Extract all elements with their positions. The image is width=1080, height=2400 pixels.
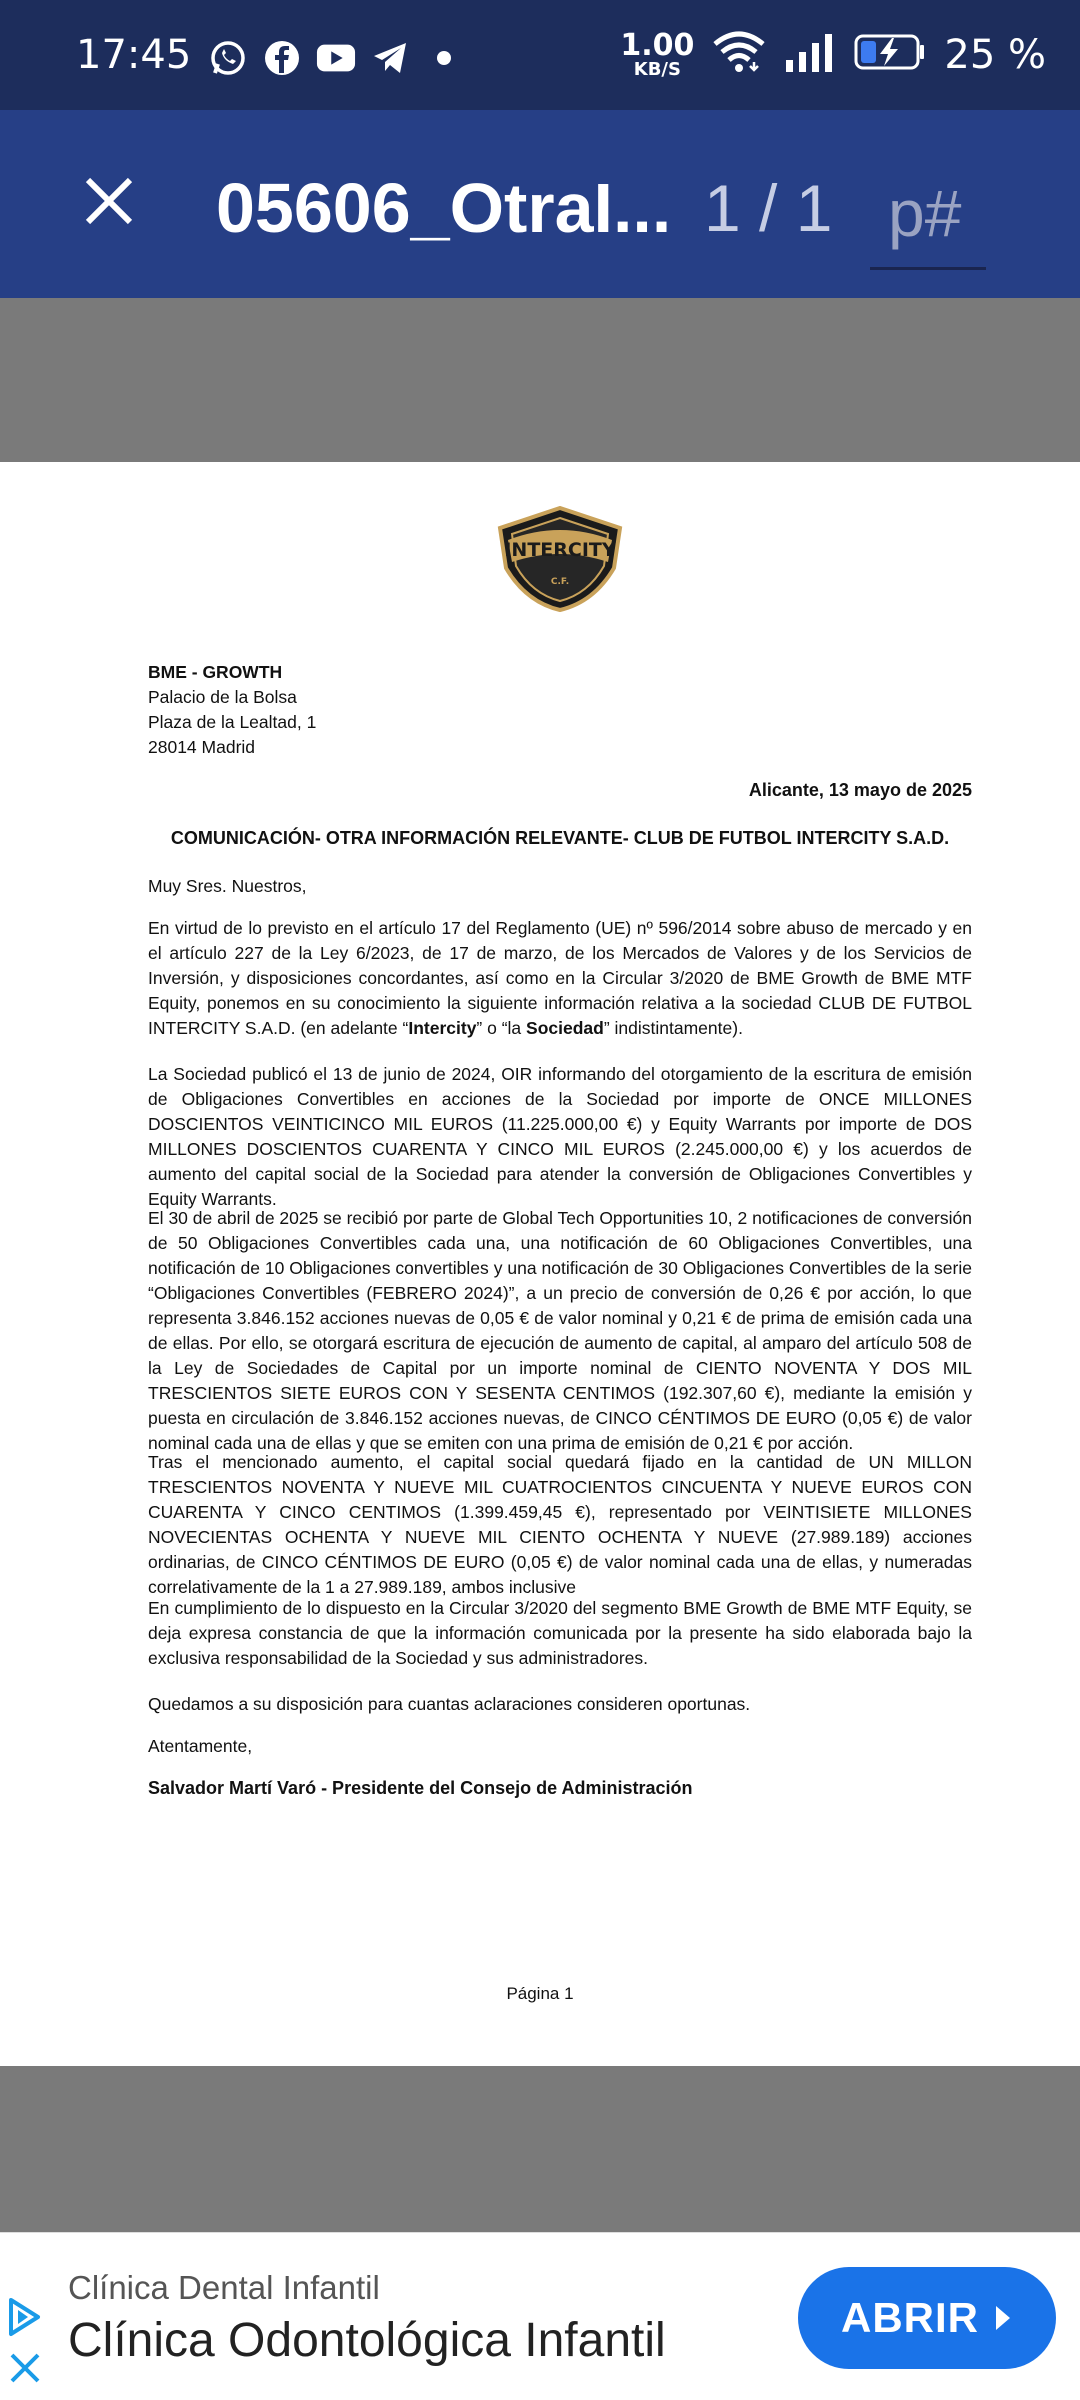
play-arrow-icon [993, 2304, 1013, 2332]
paragraph-1: En virtud de lo previsto en el artículo 17 del Reglamento (UE) nº 596/2014 sobre abuso de mercado y en el artículo 227 de la Ley 6/2023, de 17 de marzo, de los Mercados de Valores y de los Servicios de Inversión, y disposiciones concordantes, así como en la Circular 3/2020 de BME Growth de BME MTF Equity, ponemos en su conocimiento la siguiente información relativa a la sociedad CLUB DE FUTBOL INTERCITY S.A.D. (en adelante “Intercity” o “la Sociedad” indistintamente). [148, 918, 972, 1038]
signature: Salvador Martí Varó - Presidente del Consejo de Administración [148, 1778, 693, 1798]
page-number-input[interactable] [870, 158, 986, 267]
page-number: Página 1 [506, 1984, 574, 2003]
youtube-icon [316, 38, 356, 78]
closing-line: Quedamos a su disposición para cuantas aclaraciones consideren oportunas. [148, 1694, 751, 1714]
valediction: Atentamente, [148, 1736, 253, 1756]
salutation: Muy Sres. Nuestros, [148, 876, 307, 896]
page-number-field[interactable] [870, 158, 986, 270]
adchoices-icon[interactable] [6, 2297, 42, 2337]
letter-date: Alicante, 13 mayo de 2025 [748, 780, 972, 800]
pdf-page[interactable] [0, 462, 1080, 2066]
paragraph-5: En cumplimiento de lo dispuesto en la Circular 3/2020 del segmento BME Growth de BME MTF Equity, se deja expresa constancia de que la información comunicada por la presente ha sido elaborada bajo la exclusiva responsabilidad de la Sociedad y sus administradores. [148, 1598, 972, 1668]
battery-charging-icon [854, 32, 926, 77]
page-indicator: 1 / 1 [704, 171, 833, 245]
system-status [620, 27, 1046, 80]
signal-icon [784, 32, 836, 77]
ad-open-button[interactable] [798, 2267, 1056, 2369]
notification-icons [208, 38, 464, 78]
recipient-address: BME - GROWTH Palacio de la Bolsa Plaza de la Lealtad, 1 28014 Madrid [148, 662, 317, 757]
ad-subtitle: Clínica Dental Infantil [68, 2269, 380, 2306]
facebook-icon [262, 38, 302, 78]
document-title: 05606_OtraI... [216, 169, 672, 247]
close-icon [82, 174, 136, 228]
pdf-viewer-toolbar [0, 110, 1080, 298]
whatsapp-icon [208, 38, 248, 78]
ad-open-label: ABRIR [841, 2294, 979, 2341]
clock: 17:45 [76, 32, 192, 78]
paragraph-3: El 30 de abril de 2025 se recibió por parte de Global Tech Opportunities 10, 2 notificaciones de conversión de 50 Obligaciones Convertibles cada una, una notificación de 60 Obligaciones Convertibles, una notificación de 10 Obligaciones convertibles y una notificación de 30 Obligaciones Convertibles de la serie “Obligaciones Convertibles (FEBRERO 2024)”, a un precio de conversión de 0,26 € por acción, lo que representa 3.846.152 acciones nuevas de 0,05 € de valor nominal y 0,21 € de prima de emisión cada una de ellas. Por ello, se otorgará escritura de ejecución de aumento de capital, al amparo del artículo 508 de la Ley de Sociedades de Capital por un importe nominal de CIENTO NOVENTA Y DOS MIL TRESCIENTOS SIETE EUROS CON Y SESENTA CENTIMOS (192.307,60 €), mediante la emisión y puesta en circulación de 3.846.152 acciones nuevas, de CINCO CÉNTIMOS DE EURO (0,05 €) de valor nominal cada una de ellas y que se emiten con una prima de emisión de 0,21 € por acción. [148, 1208, 972, 1453]
dot-icon [424, 38, 464, 78]
svg-text:INTERCITY: INTERCITY [504, 539, 616, 561]
paragraph-2: La Sociedad publicó el 13 de junio de 2024, OIR informando del otorgamiento de la escritura de emisión de Obligaciones Convertibles en acciones de la Sociedad por importe de ONCE MILLONES DOSCIENTOS VEINTICINCO MIL EUROS (11.225.000,00 €) y Equity Warrants por importe de DOS MILLONES DOSCIENTOS CUARENTA Y CINCO MIL EUROS (2.245.000,00 €) y los acuerdos de aumento del capital social de la Sociedad para atender la conversión de Obligaciones Convertibles y Equity Warrants. [148, 1064, 972, 1209]
wifi-icon [712, 30, 766, 79]
ad-banner[interactable] [0, 2232, 1080, 2400]
telegram-icon [370, 38, 410, 78]
letter-subject: COMUNICACIÓN- OTRA INFORMACIÓN RELEVANTE- CLUB DE FUTBOL INTERCITY S.A.D. [170, 828, 950, 848]
ad-close-button[interactable] [8, 2351, 44, 2387]
status-bar [0, 0, 1080, 110]
close-icon [8, 2351, 42, 2385]
close-button[interactable] [82, 174, 162, 254]
battery-percent: 25 % [944, 31, 1046, 78]
svg-text:C.F.: C.F. [550, 577, 570, 587]
ad-title: Clínica Odontológica Infantil [68, 2314, 666, 2367]
network-speed: 1.00 KB/S [620, 27, 695, 80]
intercity-logo [494, 506, 626, 612]
paragraph-4: Tras el mencionado aumento, el capital social quedará fijado en la cantidad de UN MILLON TRESCIENTOS NOVENTA Y NUEVE MIL CUATROCIENTOS CINCUENTA Y NUEVE EUROS CON CUARENTA Y CINCO CENTIMOS (1.399.459,45 €), representado por VEINTISIETE MILLONES NOVECIENTAS OCHENTA Y NUEVE MIL CIENTO OCHENTA Y NUEVE (27.989.189) acciones ordinarias, de CINCO CÉNTIMOS DE EURO (0,05 €) de valor nominal cada una de ellas, y numeradas correlativamente de la 1 a 27.989.189, ambos inclusive [148, 1452, 972, 1597]
